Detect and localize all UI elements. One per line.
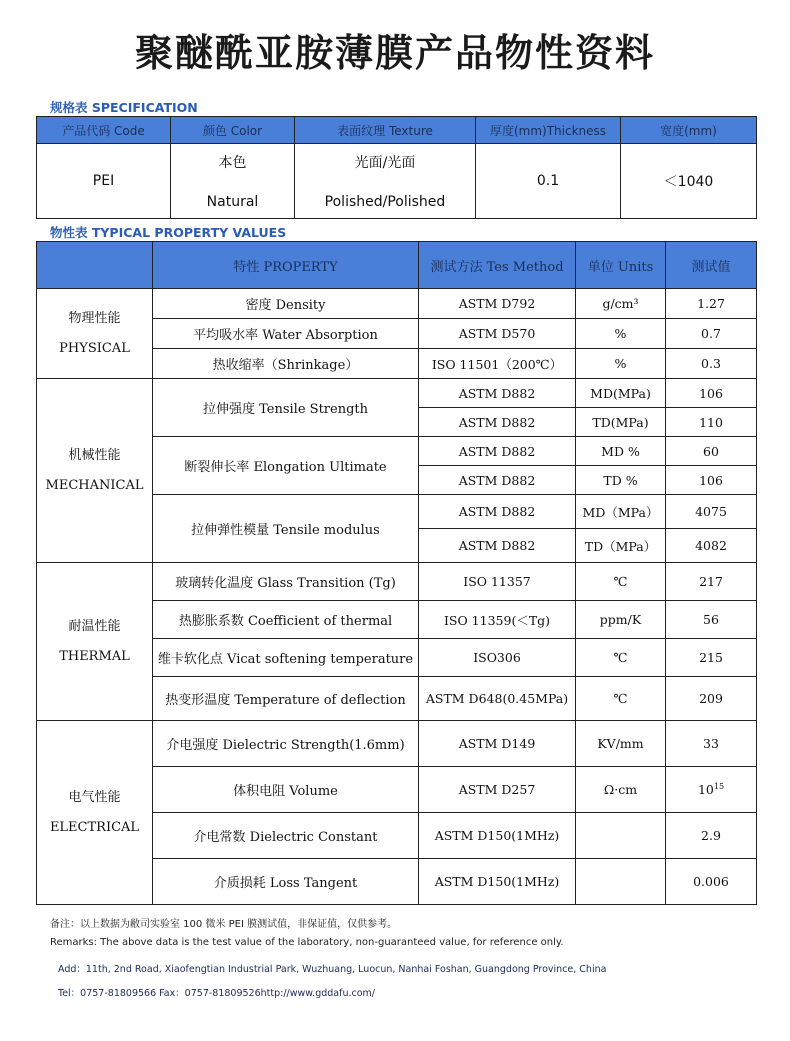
spec-header-code: 产品代码 Code: [37, 117, 171, 144]
property-value: 110: [666, 408, 757, 437]
property-unit: TD %: [576, 466, 666, 495]
property-name: 介电强度 Dielectric Strength(1.6mm): [153, 721, 419, 767]
property-value: 209: [666, 677, 757, 721]
property-method: ISO 11357: [419, 563, 576, 601]
property-value: 106: [666, 379, 757, 408]
property-header-property: 特性 PROPERTY: [153, 242, 419, 289]
category-electrical-en: ELECTRICAL: [49, 819, 140, 835]
property-method: ASTM D150(1MHz): [419, 859, 576, 905]
property-unit: g/cm³: [576, 289, 666, 319]
property-table: [36, 241, 757, 905]
property-value: 215: [666, 639, 757, 677]
property-unit: ppm/K: [576, 601, 666, 639]
spec-header-row: [37, 117, 757, 144]
contact: Tel：0757-81809566 Fax：0757-81809526http://www.gddafu.com/: [58, 988, 375, 999]
table-row: [37, 721, 757, 767]
property-name: 平均吸水率 Water Absorption: [153, 319, 419, 349]
property-method: ASTM D150(1MHz): [419, 813, 576, 859]
property-unit: MD（MPa）: [576, 495, 666, 529]
property-value: 2.9: [666, 813, 757, 859]
spec-texture-en: Polished/Polished: [324, 194, 446, 210]
property-value: 0.006: [666, 859, 757, 905]
property-section-label: 物性表 TYPICAL PROPERTY VALUES: [50, 225, 287, 240]
value-exponent: 15: [713, 781, 725, 791]
property-header-value: 测试值: [666, 242, 757, 289]
table-row: [37, 563, 757, 601]
property-name: 拉伸弹性模量 Tensile modulus: [153, 495, 419, 563]
category-electrical: [37, 721, 153, 905]
property-name: 介电常数 Dielectric Constant: [153, 813, 419, 859]
category-physical-en: PHYSICAL: [59, 340, 130, 356]
property-method: ASTM D792: [419, 289, 576, 319]
property-header-units: 单位 Units: [576, 242, 666, 289]
property-header-category: [37, 242, 153, 289]
property-method: ASTM D257: [419, 767, 576, 813]
property-unit: ℃: [576, 677, 666, 721]
property-value: 217: [666, 563, 757, 601]
page-title: 聚醚酰亚胺薄膜产品物性资料: [134, 31, 655, 75]
spec-code: PEI: [37, 144, 171, 219]
property-unit: %: [576, 349, 666, 379]
category-thermal: [37, 563, 153, 721]
property-method: ISO 11359(＜Tg): [419, 601, 576, 639]
property-value: 1.27: [666, 289, 757, 319]
category-thermal-en: THERMAL: [59, 648, 130, 664]
property-method: ASTM D882: [419, 495, 576, 529]
spec-table: [36, 116, 757, 219]
category-mechanical-en: MECHANICAL: [45, 477, 144, 493]
property-value: 4082: [666, 529, 757, 563]
property-value: [666, 767, 757, 813]
spec-texture: [295, 144, 476, 219]
category-electrical-cn: 电气性能: [68, 789, 121, 805]
table-row: [37, 379, 757, 408]
property-value: 60: [666, 437, 757, 466]
spec-row: [37, 144, 757, 219]
property-unit: MD(MPa): [576, 379, 666, 408]
spec-header-texture: 表面纹理 Texture: [295, 117, 476, 144]
spec-color: [171, 144, 295, 219]
spec-color-en: Natural: [206, 194, 259, 210]
property-method: ASTM D882: [419, 466, 576, 495]
property-method: ISO306: [419, 639, 576, 677]
property-method: ASTM D882: [419, 529, 576, 563]
property-unit: [576, 813, 666, 859]
note-cn: 备注：以上数据为敝司实验室 100 微米 PEI 膜测试值，非保证值，仅供参考。: [50, 919, 398, 930]
property-method: ASTM D570: [419, 319, 576, 349]
property-value: 56: [666, 601, 757, 639]
property-name: 维卡软化点 Vicat softening temperature: [153, 639, 419, 677]
spec-header-width: 宽度(mm): [621, 117, 757, 144]
property-value: 0.3: [666, 349, 757, 379]
property-name: 体积电阻 Volume: [153, 767, 419, 813]
category-thermal-cn: 耐温性能: [68, 618, 121, 634]
category-physical: [37, 289, 153, 379]
spec-section-label: 规格表 SPECIFICATION: [50, 100, 198, 115]
note-en: Remarks: The above data is the test value of the laboratory, non-guaranteed value, for reference only.: [50, 937, 564, 948]
property-unit: %: [576, 319, 666, 349]
property-unit: TD(MPa): [576, 408, 666, 437]
property-unit: ℃: [576, 563, 666, 601]
property-value: 33: [666, 721, 757, 767]
spec-header-color: 颜色 Color: [171, 117, 295, 144]
property-name: 介质损耗 Loss Tangent: [153, 859, 419, 905]
property-value: 106: [666, 466, 757, 495]
property-method: ASTM D882: [419, 437, 576, 466]
property-method: ASTM D648(0.45MPa): [419, 677, 576, 721]
property-header-row: [37, 242, 757, 289]
category-mechanical: [37, 379, 153, 563]
property-value: 0.7: [666, 319, 757, 349]
property-unit: ℃: [576, 639, 666, 677]
property-name: 玻璃转化温度 Glass Transition (Tg): [153, 563, 419, 601]
property-unit: TD（MPa）: [576, 529, 666, 563]
category-physical-cn: 物理性能: [68, 310, 121, 326]
property-method: ASTM D882: [419, 408, 576, 437]
property-method: ASTM D882: [419, 379, 576, 408]
value-base: 10: [697, 782, 714, 798]
property-name: 拉伸强度 Tensile Strength: [153, 379, 419, 437]
property-method: ISO 11501（200℃）: [419, 349, 576, 379]
spec-width: ＜1040: [621, 144, 757, 219]
property-name: 热变形温度 Temperature of deflection: [153, 677, 419, 721]
property-unit: [576, 859, 666, 905]
category-mechanical-cn: 机械性能: [68, 447, 121, 463]
property-header-method: 测试方法 Tes Method: [419, 242, 576, 289]
property-unit: MD %: [576, 437, 666, 466]
address: Add：11th, 2nd Road, Xiaofengtian Industrial Park, Wuzhuang, Luocun, Nanhai Foshan, Guangdong Province, China: [58, 964, 607, 975]
spec-texture-cn: 光面/光面: [354, 155, 416, 171]
property-unit: Ω·cm: [576, 767, 666, 813]
spec-thickness: 0.1: [476, 144, 621, 219]
property-name: 密度 Density: [153, 289, 419, 319]
property-name: 热收缩率（Shrinkage）: [153, 349, 419, 379]
property-value: 4075: [666, 495, 757, 529]
property-name: 断裂伸长率 Elongation Ultimate: [153, 437, 419, 495]
property-method: ASTM D149: [419, 721, 576, 767]
spec-color-cn: 本色: [218, 155, 247, 171]
spec-header-thickness: 厚度(mm)Thickness: [476, 117, 621, 144]
property-unit: KV/mm: [576, 721, 666, 767]
property-name: 热膨胀系数 Coefficient of thermal: [153, 601, 419, 639]
table-row: [37, 289, 757, 319]
